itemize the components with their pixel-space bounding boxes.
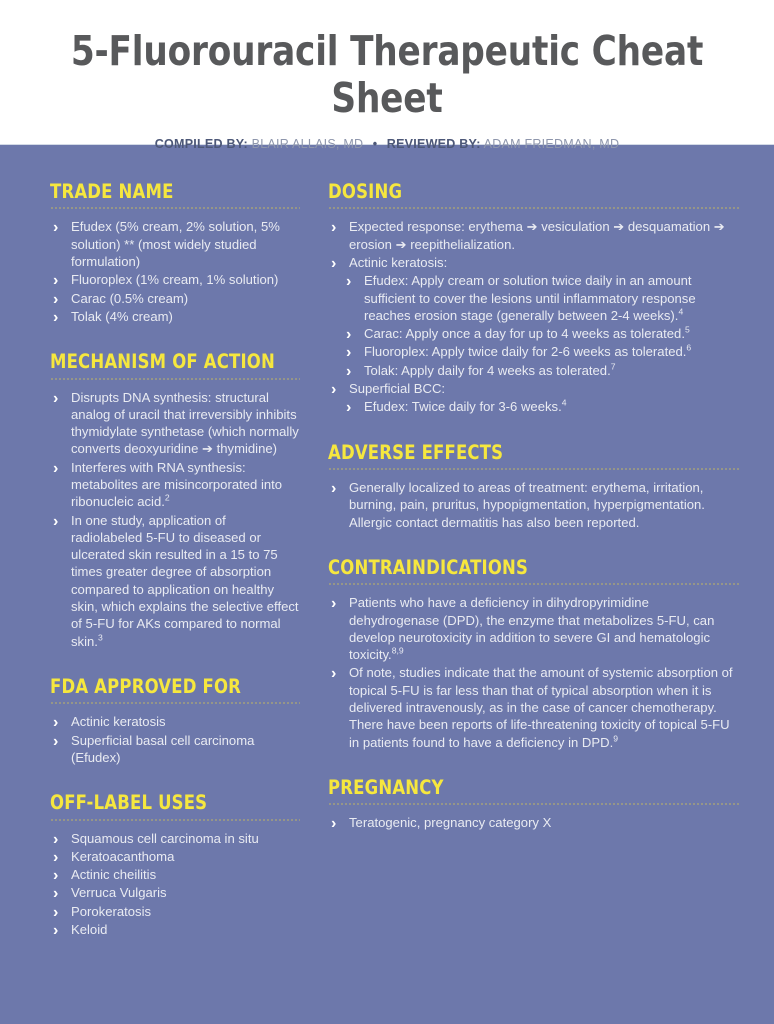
page-title: 5-Fluorouracil Therapeutic Cheat Sheet — [70, 27, 704, 123]
list-item-text: Fluoroplex: Apply twice daily for 2-6 weeks as tolerated. — [364, 344, 687, 360]
byline — [19, 136, 754, 151]
section-heading: FDA APPROVED FOR — [50, 674, 242, 698]
list-item-text: Efudex (5% cream, 2% solution, 5% solution) ** (most widely studied formulation) — [71, 219, 280, 269]
list-item — [50, 884, 300, 901]
section-list — [328, 594, 740, 751]
list-item-text: Tolak: Apply daily for 4 weeks as tolerated. — [364, 362, 611, 378]
section-divider — [50, 207, 300, 209]
list-item — [50, 389, 300, 458]
list-item-text: Tolak (4% cream) — [71, 308, 173, 324]
section-sub-list — [343, 272, 740, 379]
citation-superscript: 5 — [684, 324, 690, 335]
section-list — [328, 814, 740, 831]
citation-superscript: 2 — [164, 492, 170, 503]
list-item — [50, 830, 300, 847]
section-divider — [328, 207, 740, 209]
document-header — [0, 0, 774, 152]
list-item-text: Keratoacanthoma — [71, 848, 175, 864]
left-column — [50, 181, 318, 964]
list-item-text: Carac: Apply once a day for up to 4 weeks as tolerated. — [364, 326, 685, 342]
list-item — [50, 218, 300, 270]
list-item — [50, 308, 300, 325]
list-item-text: Keloid — [71, 921, 108, 937]
list-item — [50, 290, 300, 307]
section-list — [50, 218, 300, 325]
section-fda-approved-for — [50, 676, 300, 766]
list-item-text: Of note, studies indicate that the amount of systemic absorption of topical 5-FU is far less than that of typical absorption when it is delivered intravenously, as in the case of cancer chemotherapy. There have been reports of life-threatening toxicity of topical 5-FU in patients found to have a deficiency in DPD. — [349, 665, 733, 750]
list-item — [50, 903, 300, 920]
list-item-text: Teratogenic, pregnancy category X — [349, 815, 552, 831]
list-item-text: Carac (0.5% cream) — [71, 290, 189, 306]
cheat-sheet-body — [0, 145, 774, 964]
list-item-text: Efudex: Apply cream or solution twice daily in an amount sufficient to cover the lesions until inflammatory response reaches erosion stage (generally between 2-4 weeks). — [364, 273, 696, 323]
section-dosing — [328, 181, 740, 416]
list-item-text: Generally localized to areas of treatment: erythema, irritation, burning, pain, pruritus, hypopigmentation, hyperpigmentation. Allergic contact dermatitis has also been reported. — [349, 479, 705, 530]
section-list — [50, 830, 300, 939]
list-item-text: Disrupts DNA synthesis: structural analog of uracil that irreversibly inhibits thymidylate synthetase (which normally converts deoxyuridine ➔ thymidine) — [71, 389, 299, 457]
section-list — [50, 713, 300, 766]
section-heading: PREGNANCY — [328, 775, 444, 799]
section-off-label-uses — [50, 792, 300, 938]
list-item — [328, 218, 740, 253]
list-item-text: Expected response: erythema ➔ vesiculation ➔ desquamation ➔ erosion ➔ reepithelialization. — [349, 219, 725, 252]
section-heading: OFF-LABEL USES — [50, 791, 208, 815]
section-list — [328, 479, 740, 531]
list-item-text: In one study, application of radiolabeled 5-FU to diseased or ulcerated skin resulted in a 15 to 75 times greater degree of absorption compared to application on healthy skin, which explains the selective effect of 5-FU for AKs compared to normal skin. — [71, 512, 299, 649]
citation-superscript: 4 — [678, 306, 684, 317]
section-divider — [50, 819, 300, 821]
sub-list-item — [343, 272, 740, 324]
section-divider — [328, 803, 740, 805]
list-item — [50, 512, 300, 650]
list-item — [50, 732, 300, 767]
sub-list-item — [343, 325, 740, 342]
list-item-text: Fluoroplex (1% cream, 1% solution) — [71, 272, 279, 288]
list-item-text: Efudex: Twice daily for 3-6 weeks. — [364, 399, 562, 415]
citation-superscript: 4 — [561, 397, 567, 408]
list-item — [50, 848, 300, 865]
list-item-text: Actinic keratosis — [71, 714, 166, 730]
list-item — [328, 814, 740, 831]
section-contraindications — [328, 557, 740, 751]
section-heading: CONTRAINDICATIONS — [328, 555, 529, 579]
section-divider — [50, 378, 300, 380]
section-list — [328, 218, 740, 415]
list-item-text: Porokeratosis — [71, 903, 152, 919]
list-item — [50, 459, 300, 511]
list-item-text: Verruca Vulgaris — [71, 885, 167, 901]
citation-superscript: 7 — [610, 361, 616, 372]
section-divider — [328, 468, 740, 470]
section-divider — [328, 583, 740, 585]
section-heading: DOSING — [328, 180, 403, 203]
citation-superscript: 8,9 — [391, 645, 404, 656]
list-item — [328, 479, 740, 531]
list-item — [50, 713, 300, 730]
section-sub-list — [343, 398, 740, 415]
list-item-text: Actinic keratosis: — [349, 255, 448, 270]
section-pregnancy — [328, 777, 740, 832]
compiled-by-label: COMPILED BY: — [154, 136, 248, 152]
section-list — [50, 389, 300, 650]
section-heading: MECHANISM OF ACTION — [50, 350, 275, 374]
reviewed-by-label: REVIEWED BY: — [386, 136, 481, 152]
citation-superscript: 9 — [613, 733, 618, 744]
list-item — [328, 254, 740, 271]
section-divider — [50, 702, 300, 704]
citation-superscript: 6 — [686, 343, 692, 354]
list-item-text: Superficial BCC: — [349, 380, 446, 396]
sub-list-item — [343, 362, 740, 379]
byline-separator: • — [372, 136, 378, 152]
section-heading: ADVERSE EFFECTS — [328, 440, 504, 464]
compiled-by-name: BLAIR ALLAIS, MD — [251, 136, 364, 152]
section-heading: TRADE NAME — [50, 180, 174, 203]
list-item-text: Actinic cheilitis — [71, 867, 157, 883]
list-item — [328, 594, 740, 663]
right-column — [318, 181, 740, 964]
reviewed-by-name: ADAM FRIEDMAN, MD — [483, 136, 620, 152]
list-item-text: Patients who have a deficiency in dihydropyrimidine dehydrogenase (DPD), the enzyme that metabolizes 5-FU, can develop neurotoxicity in addition to severe GI and hematologic toxicity. — [349, 595, 715, 663]
list-item-text: Squamous cell carcinoma in situ — [71, 830, 259, 846]
sub-list-item — [343, 398, 740, 415]
list-item — [50, 866, 300, 883]
list-item-text: Interferes with RNA synthesis: metabolites are misincorporated into ribonucleic acid. — [71, 459, 283, 510]
list-item — [50, 271, 300, 288]
list-item — [328, 380, 740, 397]
section-mechanism-of-action — [50, 351, 300, 650]
sub-list-item — [343, 343, 740, 360]
citation-superscript: 3 — [97, 632, 103, 643]
section-trade-name — [50, 181, 300, 325]
section-adverse-effects — [328, 442, 740, 531]
list-item-text: Superficial basal cell carcinoma (Efudex) — [71, 732, 255, 765]
list-item — [328, 664, 740, 750]
list-item — [50, 921, 300, 938]
